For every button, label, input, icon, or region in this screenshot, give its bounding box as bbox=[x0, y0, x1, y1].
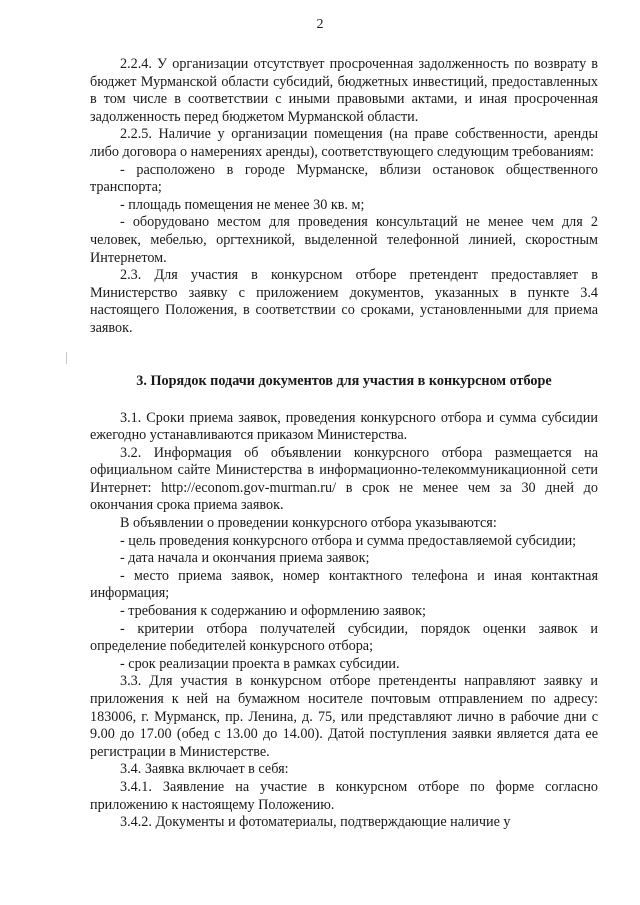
announcement-item-dates: - дата начала и окончания приема заявок; bbox=[120, 550, 370, 567]
announcement-item-goal: - цель проведения конкурсного отбора и сумма предоставляемой субсидии; bbox=[120, 532, 577, 549]
page-number: 2 bbox=[316, 17, 324, 32]
announcement-item-criteria: - критерии отбора получателей субсидии, порядок оценки заявок и определение победителей конкурсного отбора; bbox=[90, 620, 598, 655]
paragraph-2-3: 2.3. Для участия в конкурсном отборе претендент предоставляет в Министерство заявку с приложением документов, указанных в пункте 3.4 настоящего Положения, в соответствии со сроками, установленными для приема заявок. bbox=[90, 267, 598, 336]
announcement-item-requirements: - требования к содержанию и оформлению заявок; bbox=[120, 603, 426, 620]
section-2-continuation bbox=[90, 56, 598, 338]
paragraph-2-2-5: 2.2.5. Наличие у организации помещения (на праве собственности, аренды либо договора о намерениях аренды), соответствующего следующим требованиям: bbox=[90, 126, 598, 160]
paragraph-3-4-1: 3.4.1. Заявление на участие в конкурсном отборе по форме согласно приложению к настоящему Положению. bbox=[90, 778, 598, 813]
document-body bbox=[90, 56, 598, 832]
paragraph-3-2: 3.2. Информация об объявлении конкурсного отбора размещается на официальном сайте Министерства в информационно-телекоммуникационной сети Интернет: http://econom.gov-murman.ru/ в срок не менее чем за 30 дней до окончания срока приема заявок. bbox=[90, 444, 598, 514]
scan-artifact-mark bbox=[66, 352, 67, 364]
requirement-area: - площадь помещения не менее 30 кв. м; bbox=[120, 196, 365, 213]
requirement-location: - расположено в городе Мурманске, вблизи остановок общественного транспорта; bbox=[90, 161, 598, 196]
announcement-item-term: - срок реализации проекта в рамках субсидии. bbox=[120, 655, 400, 672]
section-heading: 3. Порядок подачи документов для участия в конкурсном отборе bbox=[136, 372, 552, 389]
paragraph-3-4-2: 3.4.2. Документы и фотоматериалы, подтверждающие наличие у bbox=[120, 814, 511, 831]
paragraph-3-1: 3.1. Сроки приема заявок, проведения конкурсного отбора и сумма субсидии ежегодно устанавливаются приказом Министерства. bbox=[90, 409, 598, 444]
paragraph-2-2-4: 2.2.4. У организации отсутствует просроченная задолженность по возврату в бюджет Мурманской области субсидий, бюджетных инвестиций, предоставленных в том числе в соответствии с иными правовыми актами, и иная просроченная задолженность перед бюджетом Мурманской области. bbox=[90, 56, 598, 125]
announcement-intro: В объявлении о проведении конкурсного отбора указываются: bbox=[120, 515, 497, 532]
section-3 bbox=[90, 410, 598, 832]
paragraph-3-4: 3.4. Заявка включает в себя: bbox=[120, 761, 289, 778]
announcement-item-contacts: - место приема заявок, номер контактного телефона и иная контактная информация; bbox=[90, 567, 598, 602]
paragraph-3-3: 3.3. Для участия в конкурсном отборе претенденты направляют заявку и приложения к ней на бумажном носителе почтовым отправлением по адресу: 183006, г. Мурманск, пр. Ленина, д. 75, или представляют лично в рабочие дни с 9.00 до 17.00 (обед с 13.00 до 14.00). Датой поступления заявки является дата ее регистрации в Министерстве. bbox=[90, 673, 598, 760]
requirement-equipment: - оборудовано местом для проведения консультаций не менее чем для 2 человек, мебелью, оргтехникой, выделенной телефонной линией, скоростным Интернетом. bbox=[90, 214, 598, 266]
